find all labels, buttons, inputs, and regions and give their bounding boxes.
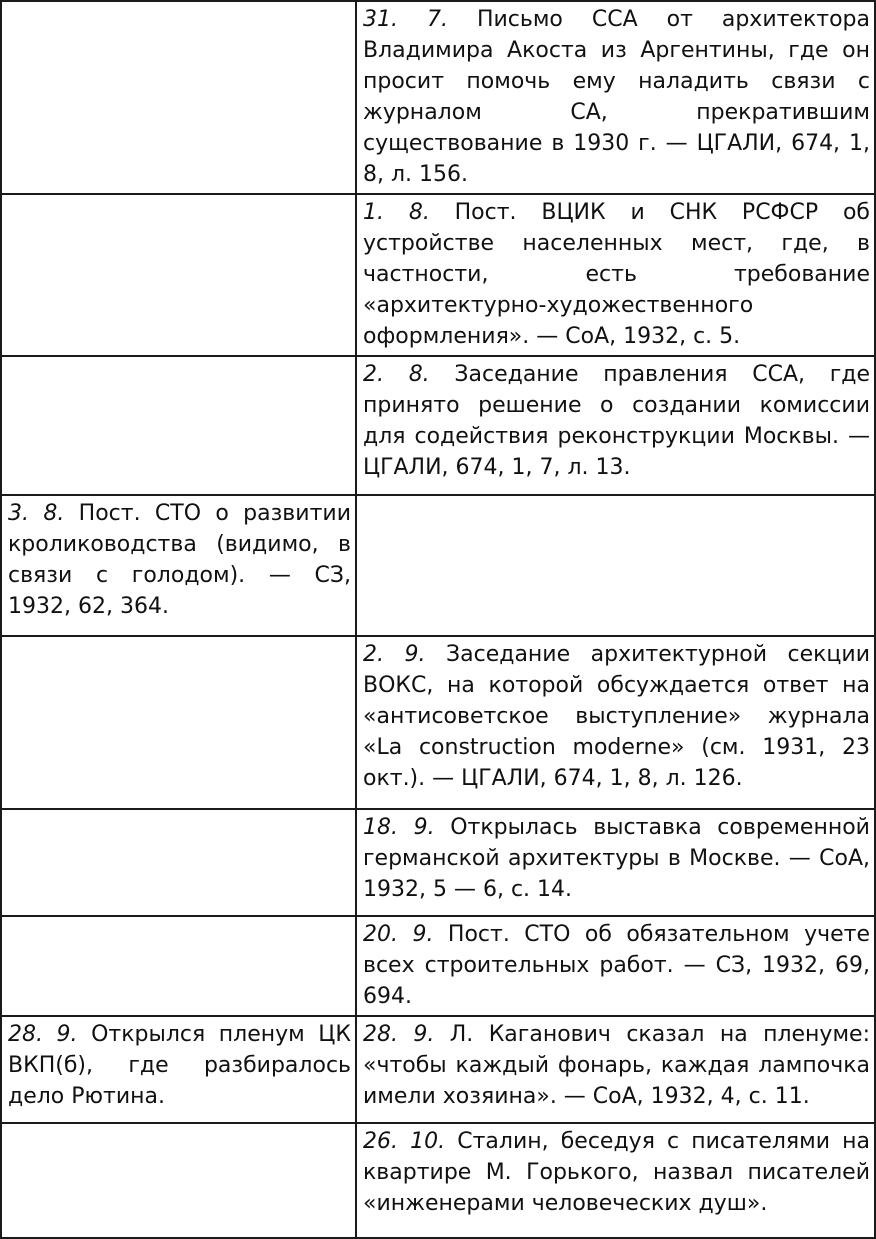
- entry-text: Л. Каганович сказал на пленуме: «чтобы каждый фонарь, каждая лампочка имели хозяина». — СоА, 1932, 4, с. 11.: [363, 1022, 870, 1109]
- entry-text: Пост. СТО о развитии кролиководства (видимо, в связи с голодом). — СЗ, 1932, 62, 364.: [8, 501, 351, 619]
- entry-text: Сталин, беседуя с писателями на квартире М. Горького, назвал писателей «инженерами человеческих душ».: [363, 1129, 871, 1216]
- table-row: [1, 356, 875, 495]
- table-row: [1, 636, 875, 809]
- right-cell: [356, 1016, 875, 1123]
- right-cell: [356, 809, 875, 916]
- entry-text: Пост. СТО об обязательном учете всех строительных работ. — СЗ, 1932, 69, 694.: [363, 922, 870, 1009]
- left-cell-empty: [1, 194, 356, 356]
- entry-text: Письмо ССА от архитектора Владимира Акоста из Аргентины, где он просит помочь ему наладить связи с журналом СА, прекратившим существование в 1930 г. — ЦГАЛИ, 674, 1, 8, л. 156.: [363, 7, 870, 187]
- entry-date: 28. 9.: [8, 1022, 78, 1047]
- right-cell: [356, 1, 875, 194]
- left-cell: [1, 1016, 356, 1123]
- entry-date: 26. 10.: [363, 1129, 446, 1154]
- entry-date: 31. 7.: [363, 7, 448, 32]
- right-cell: [356, 356, 875, 495]
- table-row: [1, 1016, 875, 1123]
- left-cell-empty: [1, 636, 356, 809]
- entry-text: Заседание архитектурной секции ВОКС, на которой обсуждается ответ на «антисоветское выступление» журнала «La construction moderne» (см. 1931, 23 окт.). — ЦГАЛИ, 674, 1, 8, л. 126.: [363, 642, 870, 791]
- right-cell: [356, 1123, 875, 1238]
- table-row: [1, 1123, 875, 1238]
- entry-date: 2. 8.: [363, 362, 430, 387]
- entry-text: Открылась выставка современной германской архитектуры в Москве. — СоА, 1932, 5 — 6, с. 14.: [363, 815, 870, 902]
- left-cell-empty: [1, 1123, 356, 1238]
- entry-date: 20. 9.: [363, 922, 434, 947]
- entry-date: 3. 8.: [8, 501, 65, 526]
- entry-date: 18. 9.: [363, 815, 435, 840]
- right-cell: [356, 916, 875, 1016]
- entry-text: Заседание правления ССА, где принято решение о создании комиссии для содействия реконструкции Москвы. — ЦГАЛИ, 674, 1, 7, л. 13.: [363, 362, 870, 480]
- right-cell-empty: [356, 495, 875, 636]
- left-cell-empty: [1, 916, 356, 1016]
- entry-date: 1. 8.: [363, 200, 430, 225]
- left-cell-empty: [1, 1, 356, 194]
- right-cell: [356, 636, 875, 809]
- left-cell: [1, 495, 356, 636]
- entry-date: 2. 9.: [363, 642, 426, 667]
- table-row: [1, 1, 875, 194]
- left-cell-empty: [1, 809, 356, 916]
- table-row: [1, 495, 875, 636]
- left-cell-empty: [1, 356, 356, 495]
- entry-text: Открылся пленум ЦК ВКП(б), где разбиралось дело Рютина.: [8, 1022, 351, 1109]
- table-row: [1, 916, 875, 1016]
- right-cell: [356, 194, 875, 356]
- entry-date: 28. 9.: [363, 1022, 435, 1047]
- entry-text: Пост. ВЦИК и СНК РСФСР об устройстве населенных мест, где, в частности, есть требование «архитектурно-художественного оформления». — СоА, 1932, с. 5.: [363, 200, 870, 349]
- table-row: [1, 194, 875, 356]
- table-row: [1, 809, 875, 916]
